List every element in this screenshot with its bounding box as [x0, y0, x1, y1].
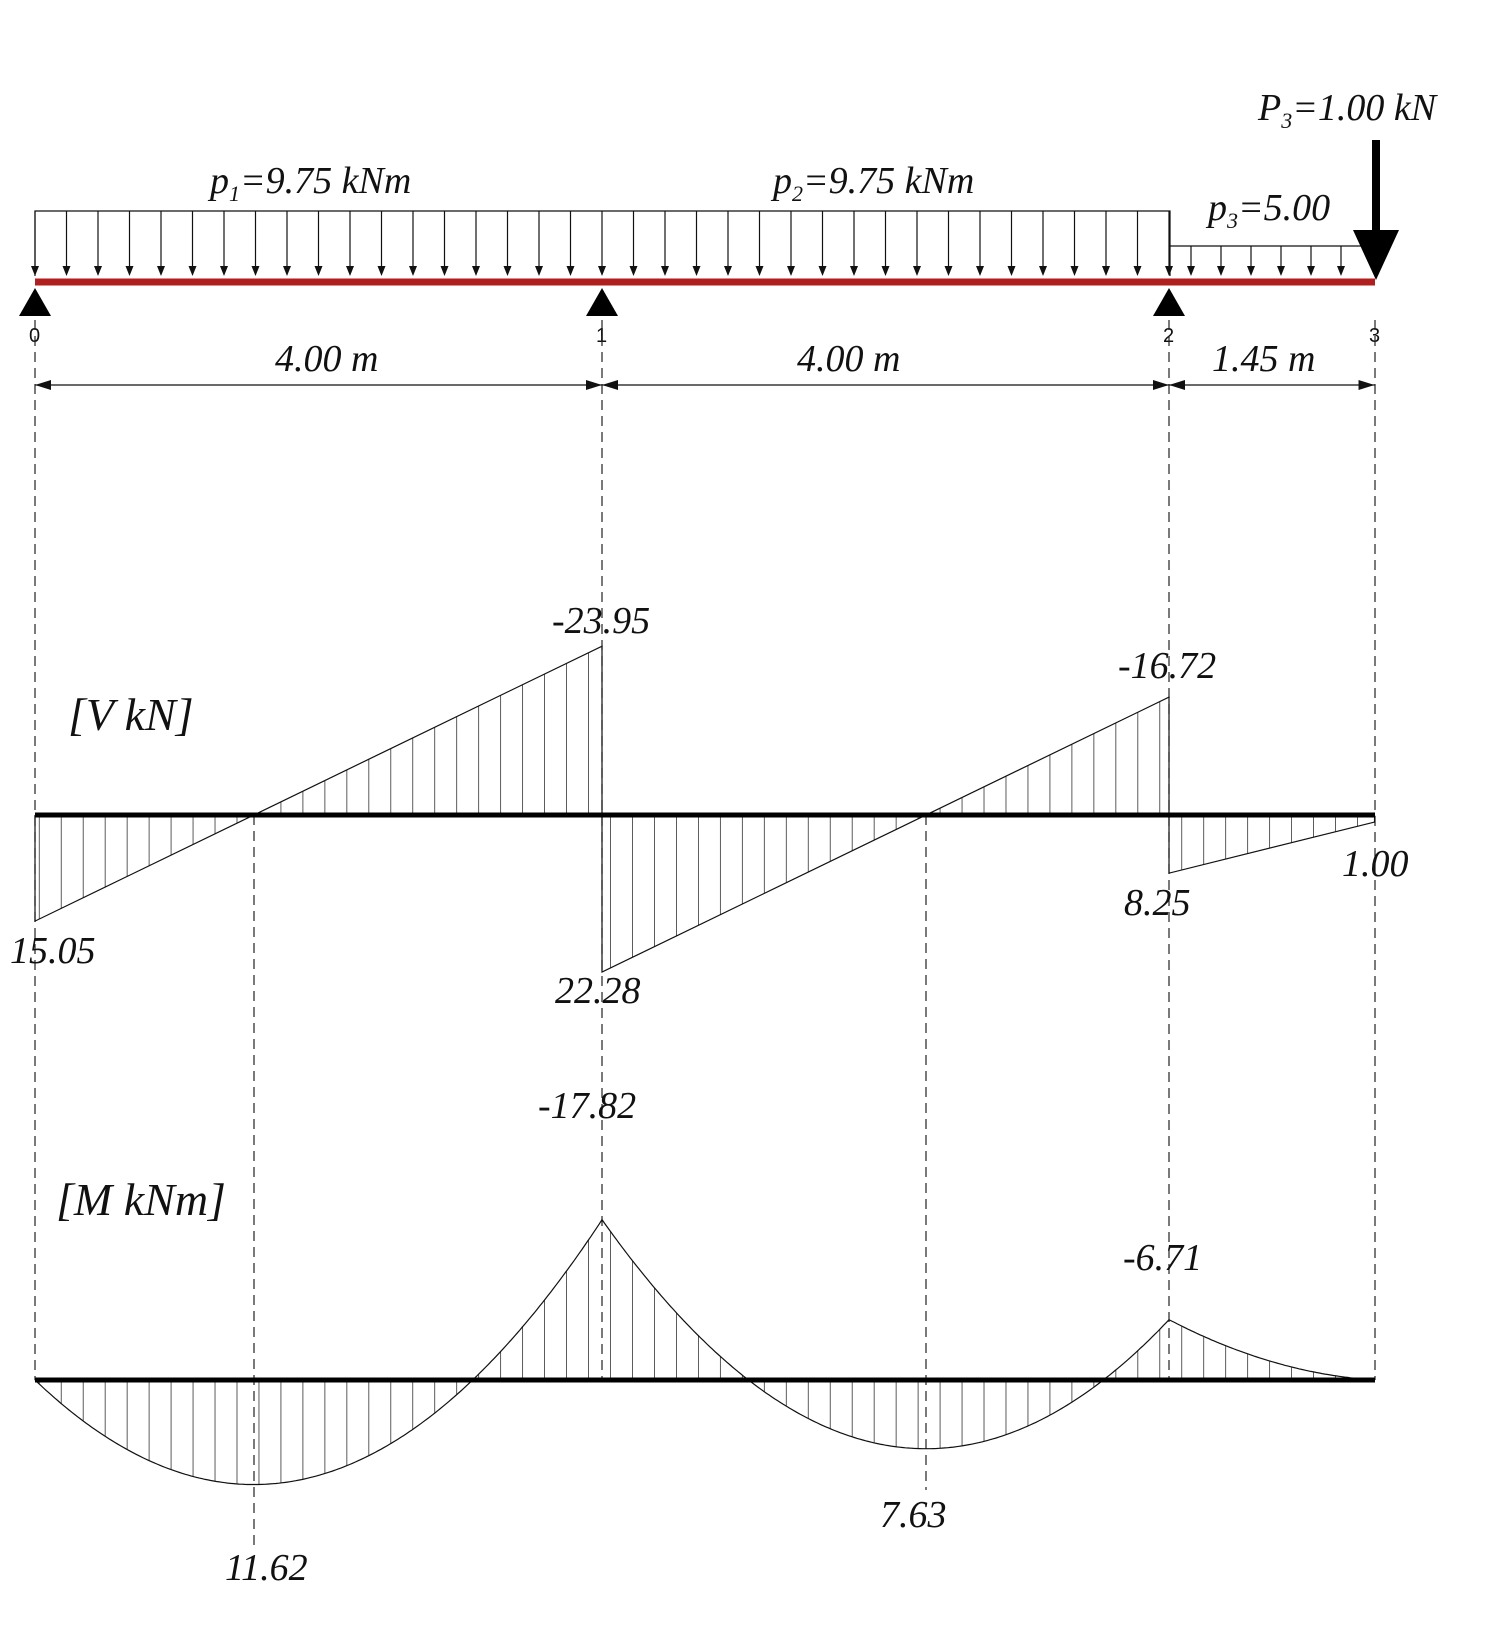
load-arrow-head: [504, 266, 512, 276]
load-arrow-head: [567, 266, 575, 276]
node-label-2: 2: [1163, 325, 1175, 347]
load-arrow-head: [819, 266, 827, 276]
load-arrow-head: [945, 266, 953, 276]
load-arrow-head: [346, 266, 354, 276]
moment-diagram: [35, 1085, 1375, 1589]
load-arrow-head: [472, 266, 480, 276]
load-arrow-head: [1102, 266, 1110, 276]
dim-arrow-head: [35, 380, 51, 390]
shear-label-v2-left: -16.72: [1118, 645, 1217, 687]
load-arrow-head: [756, 266, 764, 276]
moment-label-span1: 11.62: [225, 1547, 308, 1589]
load-arrow-head: [31, 266, 39, 276]
load-arrow-head: [1039, 266, 1047, 276]
point-load-arrow: [1353, 140, 1399, 280]
span-label-3: 1.45 m: [1212, 338, 1316, 380]
load-arrow-head: [693, 266, 701, 276]
load-arrow-head: [157, 266, 165, 276]
shear-title: [V kN]: [68, 689, 194, 740]
dim-arrow-head: [1169, 380, 1185, 390]
load-arrow-head: [1337, 266, 1345, 276]
load-arrow-head: [315, 266, 323, 276]
load-arrow-head: [94, 266, 102, 276]
span-label-1: 4.00 m: [275, 338, 379, 380]
load-arrow-head: [882, 266, 890, 276]
load-arrow-head: [1247, 266, 1255, 276]
load-label-p2: $p_2=9.75$ kNm: [773, 160, 975, 206]
shear-label-v0: 15.05: [10, 930, 96, 972]
load-arrow-head: [220, 266, 228, 276]
shear-label-v3: 1.00: [1342, 843, 1409, 885]
shear-label-v2-right: 8.25: [1124, 882, 1191, 924]
moment-label-span2: 7.63: [880, 1494, 947, 1536]
load-arrow-head: [63, 266, 71, 276]
load-arrow-head: [598, 266, 606, 276]
guide-lines: [35, 320, 1375, 1545]
load-arrow-head: [724, 266, 732, 276]
node-label-3: 3: [1369, 325, 1381, 347]
load-arrow-head: [787, 266, 795, 276]
load-arrow-head: [630, 266, 638, 276]
load-arrow-head: [409, 266, 417, 276]
shear-label-v1-left: -23.95: [552, 600, 651, 642]
load-arrow-head: [850, 266, 858, 276]
load-label-p1: $p_1=9.75$ kNm: [210, 160, 412, 206]
load-arrow-head: [535, 266, 543, 276]
load-arrow-head: [1008, 266, 1016, 276]
moment-label-m1: -17.82: [538, 1085, 637, 1127]
support-1-icon: [586, 288, 618, 316]
dim-arrow-head: [586, 380, 602, 390]
moment-title: [M kNm]: [56, 1174, 226, 1225]
load-arrow-head: [283, 266, 291, 276]
load-arrows: [31, 211, 1345, 276]
load-arrow-head: [913, 266, 921, 276]
shear-label-v1-right: 22.28: [555, 970, 641, 1012]
shear-diagram: [10, 600, 1409, 1012]
node-label-1: 1: [596, 325, 608, 347]
load-arrow-head: [189, 266, 197, 276]
load-arrow-head: [126, 266, 134, 276]
dim-arrow-head: [1153, 380, 1169, 390]
load-arrow-head: [1071, 266, 1079, 276]
load-arrow-head: [1277, 266, 1285, 276]
load-arrow-head: [378, 266, 386, 276]
load-arrow-head: [976, 266, 984, 276]
load-label-p3: $p_3=5.00$: [1208, 187, 1331, 233]
load-arrow-head: [441, 266, 449, 276]
load-arrow-head: [1187, 266, 1195, 276]
load-label-P3: $P_3=1.00$ kN: [1258, 87, 1437, 133]
load-arrow-head: [661, 266, 669, 276]
node-label-0: 0: [29, 325, 41, 347]
load-diagram: [19, 87, 1439, 347]
span-label-2: 4.00 m: [797, 338, 901, 380]
load-arrow-head: [1134, 266, 1142, 276]
support-0-icon: [19, 288, 51, 316]
support-2-icon: [1153, 288, 1185, 316]
moment-label-m2: -6.71: [1123, 1237, 1203, 1279]
dim-arrow-head: [602, 380, 618, 390]
load-arrow-head: [1217, 266, 1225, 276]
dim-arrow-head: [1359, 380, 1375, 390]
load-arrow-head: [1307, 266, 1315, 276]
load-arrow-head: [1165, 266, 1173, 276]
load-arrow-head: [252, 266, 260, 276]
